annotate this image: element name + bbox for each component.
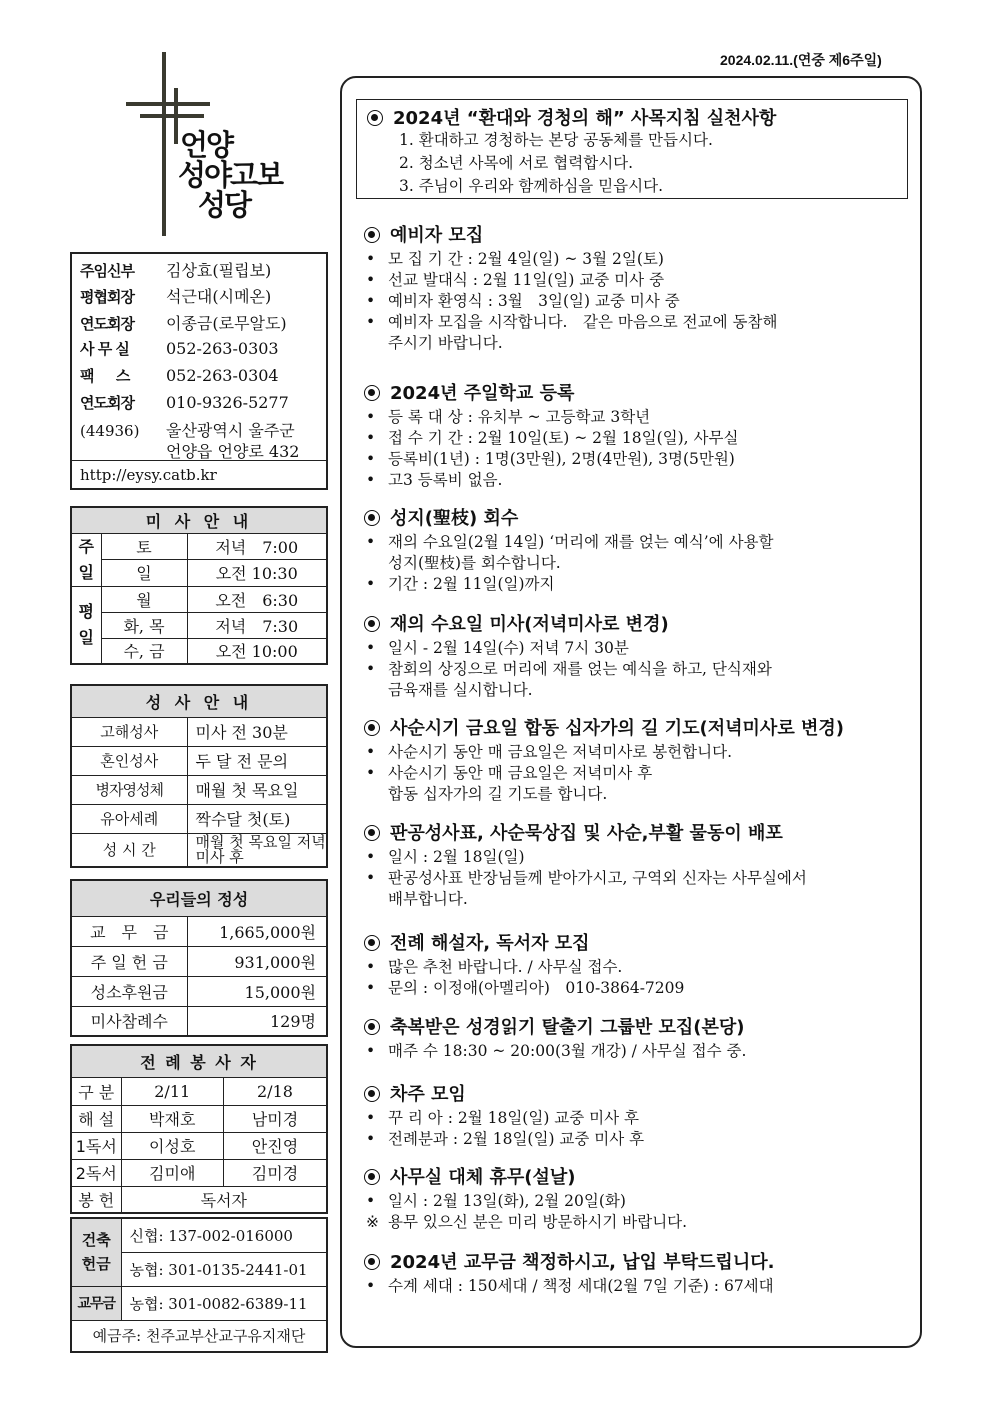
- sacrament-value: 미사 전 30분: [187, 717, 327, 746]
- mass-day: 일: [101, 560, 187, 587]
- account-holder: 예금주: 천주교부산교구유지재단: [71, 1320, 327, 1352]
- section-title-text: 사순시기 금요일 합동 십자가의 길 기도(저녁미사로 변경): [390, 718, 844, 739]
- mass-day: 토: [101, 533, 187, 560]
- mass-day: 수, 금: [101, 638, 187, 664]
- info-label: 연도회장: [80, 315, 134, 333]
- section-line: [364, 680, 772, 701]
- announcement-section: [364, 380, 738, 491]
- mass-day: 화, 목: [101, 612, 187, 638]
- section-line: [364, 1041, 746, 1062]
- section-title: [364, 222, 777, 249]
- announcement-section: [364, 820, 807, 910]
- section-line-text: 모 집 기 간 : 2월 4일(일) ~ 3월 2일(토): [388, 250, 664, 268]
- info-label: 평협회장: [80, 288, 134, 306]
- offering-name: 미사참례수: [71, 1006, 187, 1036]
- section-line-text: 수계 세대 : 150세대 / 책정 세대(2월 7일 기준) : 67세대: [388, 1277, 774, 1295]
- bullet-mark: •: [366, 639, 376, 657]
- parish-info-box: [70, 252, 328, 490]
- section-line-text: 기간 : 2월 11일(일)까지: [388, 575, 555, 593]
- bullseye-icon: [364, 385, 380, 401]
- cross-horizontal-bottom: [140, 114, 204, 118]
- mass-time: 저녁 7:30: [187, 612, 327, 638]
- info-row: [80, 365, 279, 386]
- section-line-text: 주시기 바랍니다.: [388, 334, 503, 352]
- section-line: [364, 868, 807, 889]
- section-line: [364, 333, 777, 354]
- section-line: [364, 638, 772, 659]
- bullseye-icon: [364, 1019, 380, 1035]
- info-label: 주임신부: [80, 262, 134, 280]
- address-line-2: 언양읍 언양로 432: [166, 442, 300, 461]
- offering-name: 성소후원금: [71, 976, 187, 1006]
- section-line: [364, 428, 738, 449]
- info-row: [80, 258, 271, 281]
- section-line: [364, 659, 772, 680]
- bullet-mark: •: [366, 271, 376, 289]
- bullseye-icon: [364, 1086, 380, 1102]
- mass-time: 오전 10:30: [187, 560, 327, 587]
- section-line: [364, 291, 777, 312]
- mass-time: 저녁 7:00: [187, 533, 327, 560]
- bullseye-icon: [367, 110, 383, 126]
- liturgy-servers-table: [70, 1044, 328, 1214]
- section-line: [364, 1276, 774, 1297]
- section-line-text: 사순시기 동안 매 금요일은 저녁미사로 봉헌합니다.: [388, 743, 732, 761]
- announcement-section: [364, 930, 684, 999]
- section-line-text: 참회의 상징으로 머리에 재를 얹는 예식을 하고, 단식재와: [388, 660, 772, 678]
- server-name: 남미경: [223, 1105, 327, 1132]
- section-line-text: 재의 수요일(2월 14일) ‘머리에 재를 얹는 예식’에 사용할: [388, 533, 774, 551]
- section-line: [364, 449, 738, 470]
- announcement-section: [364, 1014, 746, 1062]
- section-line-text: 매주 수 18:30 ~ 20:00(3월 개강) / 사무실 접수 중.: [388, 1042, 747, 1060]
- servers-role: 2독서: [71, 1159, 121, 1186]
- section-line-text: 예비자 환영식 : 3월 3일(일) 교중 미사 중: [388, 292, 680, 310]
- servers-date-2: 2/18: [223, 1077, 327, 1105]
- info-label: 팩 스: [80, 367, 130, 385]
- motto-title: [367, 104, 776, 130]
- bullet-mark: ※: [366, 1213, 379, 1231]
- section-title: [364, 380, 738, 407]
- weekday-label: 평 일: [71, 586, 101, 664]
- section-line-text: 등록비(1년) : 1명(3만원), 2명(4만원), 3명(5만원): [388, 450, 735, 468]
- section-title: [364, 930, 684, 957]
- section-line-text: 접 수 기 간 : 2월 10일(토) ~ 2월 18일(일), 사무실: [388, 429, 739, 447]
- info-label: 연도회장: [80, 394, 134, 412]
- section-line-text: 합동 십자가의 길 기도를 합니다.: [388, 785, 608, 803]
- server-name: 박재호: [121, 1105, 223, 1132]
- motto-item: 2. 청소년 사목에 서로 협력합시다.: [399, 154, 634, 172]
- bullet-mark: •: [366, 1192, 376, 1210]
- section-line-text: 등 록 대 상 : 유치부 ~ 고등학교 3학년: [388, 408, 651, 426]
- section-line-text: 판공성사표 반장님들께 받아가시고, 구역외 신자는 사무실에서: [388, 869, 807, 887]
- due-account: 농협: 301-0082-6389-11: [121, 1286, 327, 1320]
- offering-amount: 1,665,000원: [187, 916, 327, 946]
- announcement-section: [364, 1081, 644, 1150]
- divider: [72, 460, 326, 461]
- offering-name: 교 무 금: [71, 916, 187, 946]
- section-line: [364, 312, 777, 333]
- section-line-text: 꾸 리 아 : 2월 18일(일) 교중 미사 후: [388, 1109, 640, 1127]
- building-account-2: 농협: 301-0135-2441-01: [121, 1252, 327, 1286]
- server-name: 김미경: [223, 1159, 327, 1186]
- section-line-text: 일시 - 2월 14일(수) 저녁 7시 30분: [388, 639, 629, 657]
- section-line-text: 많은 추천 바랍니다. / 사무실 접수.: [388, 958, 623, 976]
- info-value: 김상효(필립보): [166, 261, 272, 280]
- bullet-mark: •: [366, 429, 376, 447]
- offering-amount: 15,000원: [187, 976, 327, 1006]
- info-row: [80, 338, 279, 359]
- bullet-mark: •: [366, 533, 376, 551]
- section-title: [364, 820, 807, 847]
- building-fund-label: 건축 헌금: [71, 1218, 121, 1286]
- building-account-1: 신협: 137-002-016000: [121, 1218, 327, 1252]
- section-title: [364, 715, 844, 742]
- bullseye-icon: [364, 616, 380, 632]
- section-line: [364, 407, 738, 428]
- bullet-mark: •: [366, 313, 376, 331]
- section-line: [364, 249, 777, 270]
- info-value: 010-9326-5277: [166, 393, 289, 412]
- bullseye-icon: [364, 227, 380, 243]
- announcement-section: [364, 715, 844, 805]
- bullseye-icon: [364, 1169, 380, 1185]
- announcement-section: [364, 505, 773, 595]
- postal-code: (44936): [80, 422, 140, 440]
- mass-day: 월: [101, 586, 187, 612]
- bullet-mark: •: [366, 575, 376, 593]
- bulletin-date: 2024.02.11.(연중 제6주일): [720, 52, 882, 68]
- servers-role: 봉 헌: [71, 1186, 121, 1213]
- section-line-text: 사순시기 동안 매 금요일은 저녁미사 후: [388, 764, 653, 782]
- mass-time: 오전 6:30: [187, 586, 327, 612]
- section-line: [364, 978, 684, 999]
- section-title-text: 차주 모임: [390, 1084, 466, 1105]
- servers-role: 해 설: [71, 1105, 121, 1132]
- section-line: [364, 1108, 644, 1129]
- bullet-mark: •: [366, 743, 376, 761]
- sacrament-name: 혼인성사: [71, 746, 187, 775]
- mass-schedule-table: [70, 506, 328, 665]
- info-row: [80, 392, 289, 413]
- bullet-mark: •: [366, 292, 376, 310]
- motto-title-text: 2024년 “환대와 경청의 해” 사목지침 실천사항: [393, 108, 777, 129]
- bullet-mark: •: [366, 979, 376, 997]
- sacrament-value: 두 달 전 문의: [187, 746, 327, 775]
- info-label: 사 무 실: [80, 340, 129, 358]
- section-line: [364, 270, 777, 291]
- section-title: [364, 1164, 687, 1191]
- info-address-row: [80, 418, 295, 441]
- logo-line-1: 언양: [180, 128, 233, 162]
- bullet-mark: •: [366, 848, 376, 866]
- section-line-text: 고3 등록비 없음.: [388, 471, 503, 489]
- section-line: [364, 532, 773, 553]
- bullseye-icon: [364, 510, 380, 526]
- bullet-mark: •: [366, 869, 376, 887]
- sacrament-value: 매월 첫 목요일: [187, 775, 327, 804]
- offering-amount: 129명: [187, 1006, 327, 1036]
- section-line-text: 선교 발대식 : 2월 11일(일) 교중 미사 중: [388, 271, 665, 289]
- section-line-text: 전례분과 : 2월 18일(일) 교중 미사 후: [388, 1130, 645, 1148]
- bullet-mark: •: [366, 1042, 376, 1060]
- mass-table-title: 미 사 안 내: [71, 507, 327, 533]
- logo-line-2: 성야고보: [178, 158, 283, 192]
- section-title-text: 2024년 교무금 책정하시고, 납입 부탁드립니다.: [390, 1252, 775, 1273]
- section-line: [364, 742, 844, 763]
- bullseye-icon: [364, 825, 380, 841]
- cross-horizontal-top: [126, 102, 210, 106]
- section-title-text: 판공성사표, 사순묵상집 및 사순,부활 물동이 배포: [390, 823, 783, 844]
- servers-role: 1독서: [71, 1132, 121, 1159]
- pastoral-motto-box: [356, 99, 908, 199]
- sacrament-name: 유아세례: [71, 804, 187, 833]
- bullet-mark: •: [366, 660, 376, 678]
- sacrament-name: 병자영성체: [71, 775, 187, 804]
- section-line-text: 금육재를 실시합니다.: [388, 681, 533, 699]
- offering-amount: 931,000원: [187, 946, 327, 976]
- sacrament-value: 매월 첫 목요일 저녁미사 후: [187, 833, 327, 867]
- bank-accounts-table: [70, 1217, 328, 1353]
- section-line: [364, 784, 844, 805]
- bullet-mark: •: [366, 450, 376, 468]
- info-row: [80, 311, 287, 334]
- website-link[interactable]: http://eysy.catb.kr: [80, 466, 217, 484]
- section-line: [364, 1129, 644, 1150]
- section-title-text: 축복받은 성경읽기 탈출기 그룹반 모집(본당): [390, 1017, 745, 1038]
- section-title: [364, 611, 772, 638]
- offering-table-title: 우리들의 정성: [71, 880, 327, 916]
- bullet-mark: •: [366, 1277, 376, 1295]
- announcement-section: [364, 1164, 687, 1233]
- motto-item: 3. 주님이 우리와 함께하심을 믿읍시다.: [399, 177, 664, 195]
- servers-date-1: 2/11: [121, 1077, 223, 1105]
- due-label: 교무금: [71, 1286, 121, 1320]
- section-title: [364, 1081, 644, 1108]
- bullet-mark: •: [366, 471, 376, 489]
- info-value: 석근대(시메온): [166, 287, 272, 306]
- bullet-mark: •: [366, 1130, 376, 1148]
- office-phone: 052-263-0303: [166, 339, 279, 358]
- info-row: [80, 284, 271, 307]
- bullseye-icon: [364, 1254, 380, 1270]
- section-title: [364, 1014, 746, 1041]
- bullet-mark: •: [366, 958, 376, 976]
- section-title-text: 전례 해설자, 독서자 모집: [390, 933, 590, 954]
- info-value: 이종금(로무알도): [166, 314, 287, 333]
- section-line: [364, 574, 773, 595]
- section-line-text: 예비자 모집을 시작합니다. 같은 마음으로 전교에 동참해: [388, 313, 778, 331]
- section-line-text: 일시 : 2월 18일(일): [388, 848, 525, 866]
- section-line: [364, 957, 684, 978]
- section-line-text: 용무 있으신 분은 미리 방문하시기 바랍니다.: [388, 1213, 688, 1231]
- section-line-text: 성지(聖枝)를 회수합니다.: [388, 554, 561, 572]
- bullseye-icon: [364, 720, 380, 736]
- section-title-text: 성지(聖枝) 회수: [390, 508, 519, 529]
- fax-number: 052-263-0304: [166, 366, 279, 385]
- section-line: [364, 1212, 687, 1233]
- cross-vertical-left: [162, 52, 166, 236]
- section-title-text: 재의 수요일 미사(저녁미사로 변경): [390, 614, 669, 635]
- servers-header-label: 구 분: [71, 1077, 121, 1105]
- bullet-mark: •: [366, 764, 376, 782]
- mass-time: 오전 10:00: [187, 638, 327, 664]
- sacrament-value: 짝수달 첫(토): [187, 804, 327, 833]
- offering-table: [70, 879, 328, 1037]
- section-line: [364, 1191, 687, 1212]
- motto-item: 1. 환대하고 경청하는 본당 공동체를 만듭시다.: [399, 131, 713, 149]
- offertory-server: 독서자: [121, 1186, 327, 1213]
- section-line-text: 문의 : 이정애(아멜리아) 010-3864-7209: [388, 979, 685, 997]
- bullseye-icon: [364, 935, 380, 951]
- sacrament-name: 고해성사: [71, 717, 187, 746]
- address-line-1: 울산광역시 울주군: [166, 421, 295, 440]
- announcement-section: [364, 1249, 774, 1297]
- section-title: [364, 505, 773, 532]
- section-line: [364, 470, 738, 491]
- announcement-section: [364, 611, 772, 701]
- sunday-label: 주 일: [71, 533, 101, 586]
- announcement-section: [364, 222, 777, 354]
- sacrament-table-title: 성 사 안 내: [71, 685, 327, 717]
- section-title-text: 2024년 주일학교 등록: [390, 383, 575, 404]
- bullet-mark: •: [366, 408, 376, 426]
- server-name: 안진영: [223, 1132, 327, 1159]
- logo-line-3: 성당: [198, 188, 251, 222]
- bullet-mark: •: [366, 250, 376, 268]
- sacrament-name: 성 시 간: [71, 833, 187, 867]
- section-title: [364, 1249, 774, 1276]
- section-title-text: 사무실 대체 휴무(설날): [390, 1167, 576, 1188]
- section-line-text: 배부합니다.: [388, 890, 468, 908]
- section-line: [364, 763, 844, 784]
- section-line: [364, 553, 773, 574]
- section-title-text: 예비자 모집: [390, 225, 484, 246]
- sacrament-table: [70, 684, 328, 868]
- server-name: 이성호: [121, 1132, 223, 1159]
- section-line: [364, 847, 807, 868]
- server-name: 김미애: [121, 1159, 223, 1186]
- bullet-mark: •: [366, 1109, 376, 1127]
- offering-name: 주 일 헌 금: [71, 946, 187, 976]
- parish-logo: [120, 52, 320, 242]
- servers-table-title: 전 례 봉 사 자: [71, 1045, 327, 1077]
- section-line-text: 일시 : 2월 13일(화), 2월 20일(화): [388, 1192, 626, 1210]
- section-line: [364, 889, 807, 910]
